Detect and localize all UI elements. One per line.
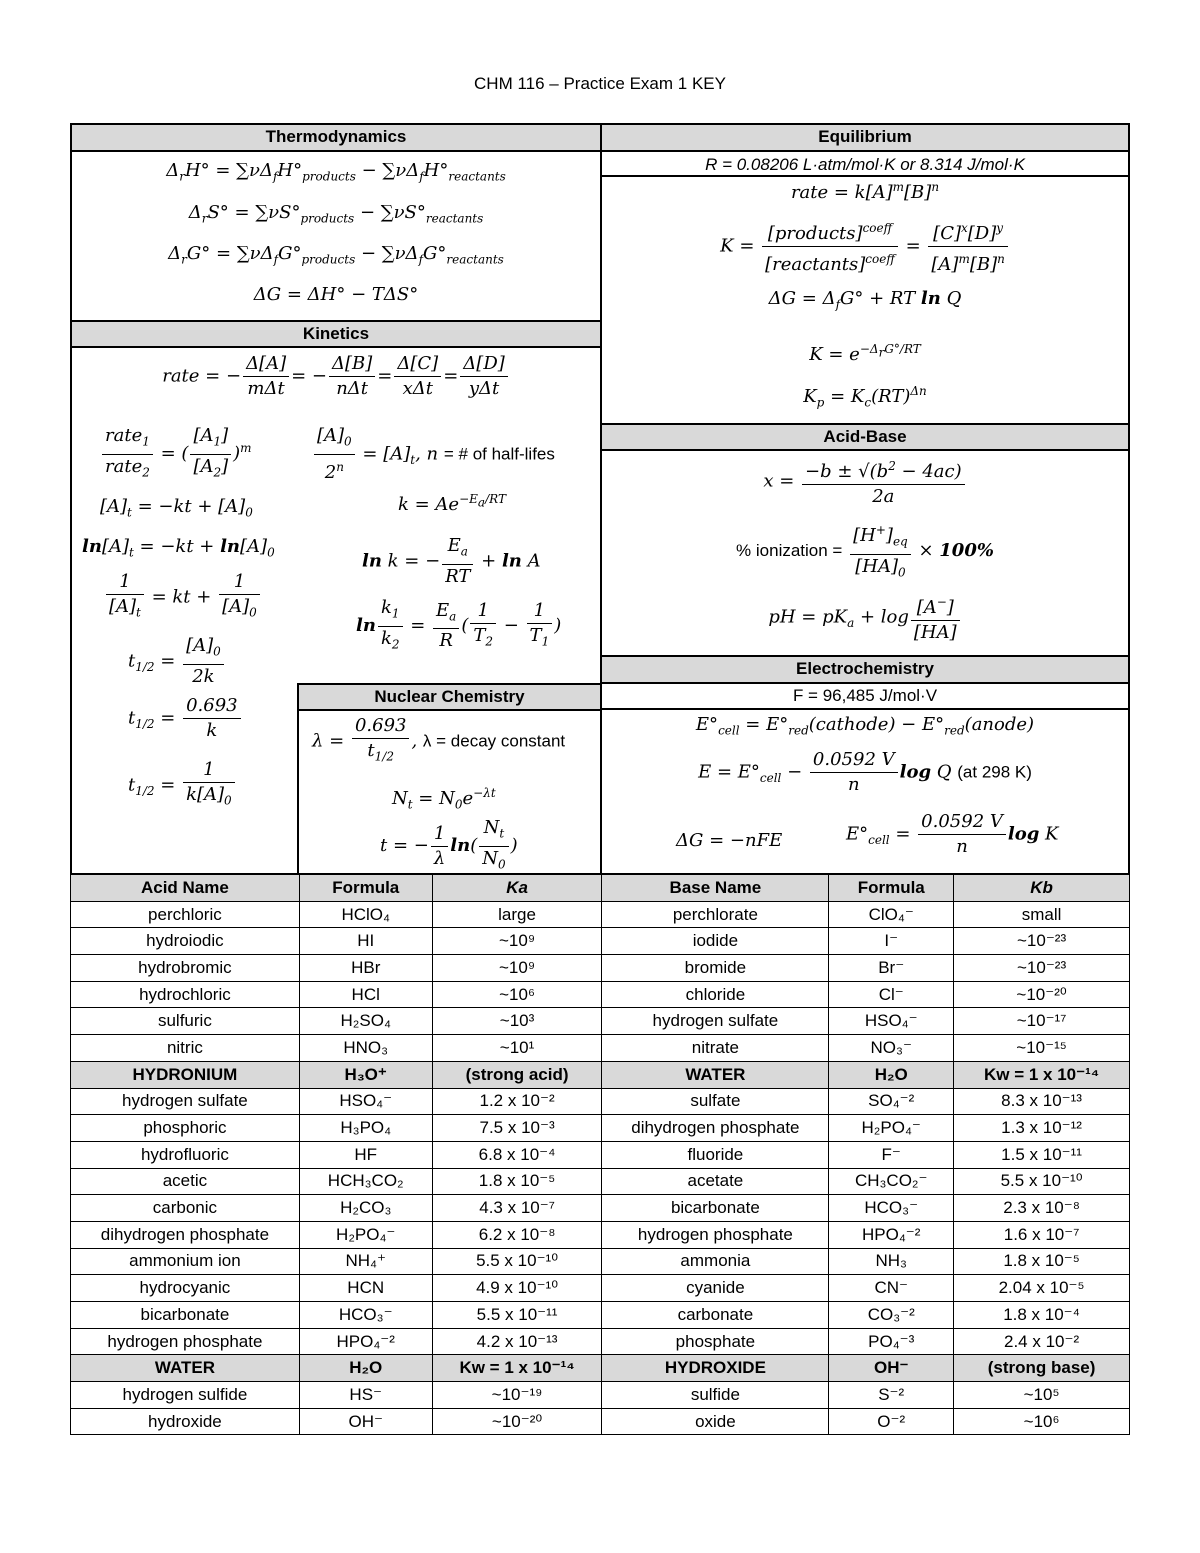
page-title: CHM 116 – Practice Exam 1 KEY [474,74,726,93]
cell-kb: 2.4 x 10⁻² [954,1328,1130,1355]
cell-kb: 1.8 x 10⁻⁵ [954,1248,1130,1275]
cell-kb: 1.6 x 10⁻⁷ [954,1221,1130,1248]
cell-acid-name: hydrogen sulfate [71,1088,300,1115]
thermo-formula-h: $\Delta_rH^\circ = \sum\nu\Delta_fH^\circ_{products} - \sum\nu\Delta_fH^\circ_{reactants}$ [166,160,506,184]
cell-acid-formula: H₂CO₃ [299,1195,432,1222]
kinetics-half-lifes: $\frac{[A]_0}{2^n}$ = $[A]_t$, n = # of half-lifes [312,424,555,485]
header-base-formula: Formula [829,875,954,902]
cell-base-name: bromide [602,955,829,982]
cell-ka: large [432,901,602,928]
gibbs-electro: ΔG = −nFE [676,830,783,851]
cell-acid-name: bicarbonate [71,1302,300,1329]
cell-base-name: WATER [602,1061,829,1088]
cell-acid-formula: NH₄⁺ [299,1248,432,1275]
table-row [71,1355,1130,1382]
table-row [71,1221,1130,1248]
equilibrium-kp-kc: $K_p = K_c(RT)^{\Delta n}$ [803,384,927,410]
cell-kb: ~10⁻²⁰ [954,981,1130,1008]
cell-ka: 4.9 x 10⁻¹⁰ [432,1275,602,1302]
cell-ka: ~10⁹ [432,928,602,955]
table-row [71,1035,1130,1062]
kinetics-rate-ratio: $\frac{rate_1}{rate_2}$ = ( $\frac{[A_1]}{[A_2]}$ )$^m$ [100,424,252,484]
cell-acid-name: hydroiodic [71,928,300,955]
cell-ka: ~10³ [432,1008,602,1035]
nuclear-time: t = − $\frac{1}{\lambda}$ ln( $\frac{N_t}{N_0}$ ) [380,817,518,872]
table-row [71,1328,1130,1355]
cell-ka: 5.5 x 10⁻¹¹ [432,1302,602,1329]
cell-base-name: chloride [602,981,829,1008]
cell-kb: small [954,901,1130,928]
cell-acid-name: sulfuric [71,1008,300,1035]
kinetics-half-life-first: $t_{1/2}$ = $\frac{0.693}{k}$ [128,694,243,743]
cell-acid-formula: HCN [299,1275,432,1302]
cell-base-formula: F⁻ [829,1141,954,1168]
cell-base-name: fluoride [602,1141,829,1168]
table-row [71,928,1130,955]
nuclear-decay-law: $N_t = N_0e^{-\lambda t}$ [392,786,496,812]
cell-acid-name: hydrobromic [71,955,300,982]
table-row [71,1008,1130,1035]
cell-ka: 6.8 x 10⁻⁴ [432,1141,602,1168]
cell-base-name: hydrogen phosphate [602,1221,829,1248]
header-base-name: Base Name [602,875,829,902]
cell-base-name: ammonia [602,1248,829,1275]
kinetics-first-order: $\ln[A]_t = -kt + \ln[A]_0$ [82,536,275,560]
cell-base-name: perchlorate [602,901,829,928]
cell-base-name: bicarbonate [602,1195,829,1222]
equilibrium-gibbs: $\Delta G = \Delta_fG^\circ$ + RT ln Q [768,288,962,312]
cell-kb: Kw = 1 x 10⁻¹⁴ [954,1061,1130,1088]
cell-base-name: dihydrogen phosphate [602,1115,829,1142]
cell-acid-name: dihydrogen phosphate [71,1221,300,1248]
electrochemistry-heading: Electrochemistry [602,657,1128,682]
cell-acid-formula: HCH₃CO₂ [299,1168,432,1195]
nernst-equation: $E = E^\circ_{cell}$ − $\frac{0.0592 V}{n}$ log Q (at 298 K) [698,749,1032,795]
cell-kb: (strong base) [954,1355,1130,1382]
cell-acid-formula: OH⁻ [299,1408,432,1435]
cell-base-name: cyanide [602,1275,829,1302]
cell-base-formula: H₂O [829,1061,954,1088]
cell-acid-name: phosphoric [71,1115,300,1142]
cell-base-name: nitrate [602,1035,829,1062]
cell-base-name: oxide [602,1408,829,1435]
cell-base-name: hydrogen sulfate [602,1008,829,1035]
thermo-formula-g: $\Delta_rG^\circ = \sum\nu\Delta_fG^\circ_{products} - \sum\nu\Delta_fG^\circ_{reactants}$ [168,243,504,267]
kinetics-arrhenius: $k = Ae^{-E_a/RT}$ [398,492,506,515]
cell-base-formula: O⁻² [829,1408,954,1435]
acid-base-table [70,874,1130,1435]
cell-ka: ~10⁶ [432,981,602,1008]
cell-kb: 5.5 x 10⁻¹⁰ [954,1168,1130,1195]
cell-acid-name: hydrofluoric [71,1141,300,1168]
cell-ka: 4.3 x 10⁻⁷ [432,1195,602,1222]
cell-base-name: acetate [602,1168,829,1195]
table-row [71,1408,1130,1435]
cell-base-formula: NO₃⁻ [829,1035,954,1062]
cell-ka: Kw = 1 x 10⁻¹⁴ [432,1355,602,1382]
cell-acid-name: nitric [71,1035,300,1062]
cell-acid-formula: H₂SO₄ [299,1008,432,1035]
cell-acid-name: hydrogen phosphate [71,1328,300,1355]
cell-base-formula: S⁻² [829,1382,954,1409]
cell-base-name: HYDROXIDE [602,1355,829,1382]
cell-base-formula: PO₄⁻³ [829,1328,954,1355]
table-row [71,1275,1130,1302]
cell-ka: 4.2 x 10⁻¹³ [432,1328,602,1355]
cell-base-formula: CH₃CO₂⁻ [829,1168,954,1195]
nuclear-heading: Nuclear Chemistry [299,685,600,709]
cell-kb: 8.3 x 10⁻¹³ [954,1088,1130,1115]
cell-acid-name: perchloric [71,901,300,928]
header-acid-name: Acid Name [71,875,300,902]
cell-acid-formula: HCO₃⁻ [299,1302,432,1329]
cell-base-name: sulfate [602,1088,829,1115]
percent-ionization: % ionization = $\frac{[H^+]_{eq}}{[HA]_0}$ × 100% [602,518,1128,584]
kinetics-second-order: $\frac{1}{[A]_t}$ = kt + $\frac{1}{[A]_0}$ [104,570,262,625]
kinetics-half-life-second: $t_{1/2}$ = $\frac{1}{k[A]_0}$ [128,758,237,813]
cell-ka: 1.2 x 10⁻² [432,1088,602,1115]
table-row [71,1195,1130,1222]
cell-kb: ~10⁻¹⁵ [954,1035,1130,1062]
cell-acid-formula: HBr [299,955,432,982]
cell-acid-name: HYDRONIUM [71,1061,300,1088]
cell-base-formula: ClO₄⁻ [829,901,954,928]
henderson-hasselbalch: pH = $pK_a + \log$ $\frac{[A^-]}{[HA]}$ [602,590,1128,645]
thermodynamics-heading: Thermodynamics [72,125,600,151]
cell-acid-formula: HI [299,928,432,955]
thermo-formula-gibbs: ΔG = ΔH° − TΔS° [253,284,419,305]
kinetics-zero-order: $[A]_t = -kt + [A]_0$ [100,496,253,520]
cell-base-formula: CN⁻ [829,1275,954,1302]
cell-ka: 6.2 x 10⁻⁸ [432,1221,602,1248]
thermo-formula-s: $\Delta_rS^\circ = \sum\nu S^\circ_{products} - \sum\nu S^\circ_{reactants}$ [188,202,484,226]
nuclear-decay-constant: λ = $\frac{0.693}{t_{1/2}}$ , λ = decay constant [312,715,566,764]
cell-kb: ~10⁻²³ [954,928,1130,955]
cell-acid-name: ammonium ion [71,1248,300,1275]
ecell-k: $E^\circ_{cell}$ = $\frac{0.0592 V}{n}$ log K [846,811,1059,857]
kinetics-two-point: ln $\frac{k_1}{k_2}$ = $\frac{E_a}{R}$ ( $\frac{1}{T_2}$ − $\frac{1}{T_1}$ ) [356,597,562,652]
cell-kb: ~10⁻¹⁷ [954,1008,1130,1035]
cell-base-formula: SO₄⁻² [829,1088,954,1115]
cell-potential: $E^\circ_{cell}$ = $E^\circ_{red}(cathode)$ − $E^\circ_{red}(anode)$ [695,714,1035,738]
table-row [71,1061,1130,1088]
table-row [71,1088,1130,1115]
cell-kb: ~10⁶ [954,1408,1130,1435]
cell-acid-name: hydrocyanic [71,1275,300,1302]
cell-ka: ~10⁹ [432,955,602,982]
cell-kb: ~10⁵ [954,1382,1130,1409]
cell-acid-formula: HClO₄ [299,901,432,928]
cell-acid-name: hydrochloric [71,981,300,1008]
table-row [71,1248,1130,1275]
cell-ka: ~10⁻²⁰ [432,1408,602,1435]
cell-base-formula: Br⁻ [829,955,954,982]
cell-kb: 1.5 x 10⁻¹¹ [954,1141,1130,1168]
table-row [71,1302,1130,1329]
cell-base-name: sulfide [602,1382,829,1409]
acid-base-heading: Acid-Base [602,425,1128,449]
cell-acid-name: acetic [71,1168,300,1195]
cell-acid-formula: HF [299,1141,432,1168]
table-row [71,1382,1130,1409]
cell-acid-formula: HCl [299,981,432,1008]
table-row [71,955,1130,982]
cell-acid-name: hydroxide [71,1408,300,1435]
cell-base-formula: CO₃⁻² [829,1302,954,1329]
table-row [71,1168,1130,1195]
cell-acid-formula: HNO₃ [299,1035,432,1062]
cell-kb: 2.3 x 10⁻⁸ [954,1195,1130,1222]
cell-ka: 5.5 x 10⁻¹⁰ [432,1248,602,1275]
kinetics-arrhenius-ln: ln k = − $\frac{E_a}{RT}$ + ln A [362,535,541,587]
equilibrium-k-from-g: $K = e^{-\Delta_rG^\circ/RT}$ [809,342,921,365]
faraday-constant: F = 96,485 J/mol·V [792,686,938,705]
cell-base-formula: Cl⁻ [829,981,954,1008]
cell-acid-formula: H₂O [299,1355,432,1382]
cell-acid-formula: HS⁻ [299,1382,432,1409]
cell-base-formula: OH⁻ [829,1355,954,1382]
cell-kb: 1.8 x 10⁻⁴ [954,1302,1130,1329]
cell-acid-name: WATER [71,1355,300,1382]
equilibrium-heading: Equilibrium [602,125,1128,151]
cell-base-formula: H₂PO₄⁻ [829,1115,954,1142]
cell-acid-name: hydrogen sulfide [71,1382,300,1409]
header-kb: Kb [954,875,1130,902]
cell-acid-name: carbonic [71,1195,300,1222]
cell-base-formula: I⁻ [829,928,954,955]
table-row [71,981,1130,1008]
gas-constant: R = 0.08206 L·atm/mol·K or 8.314 J/mol·K [705,155,1025,174]
kinetics-heading: Kinetics [72,322,600,346]
cell-ka: (strong acid) [432,1061,602,1088]
header-ka: Ka [432,875,602,902]
table-row [71,1141,1130,1168]
header-acid-formula: Formula [299,875,432,902]
cell-acid-formula: H₂PO₄⁻ [299,1221,432,1248]
cell-kb: 1.3 x 10⁻¹² [954,1115,1130,1142]
kinetics-half-life-zero: $t_{1/2}$ = $\frac{[A]_0}{2k}$ [128,634,226,689]
cell-ka: 7.5 x 10⁻³ [432,1115,602,1142]
cell-acid-formula: H₃O⁺ [299,1061,432,1088]
table-row [71,1115,1130,1142]
cell-base-formula: NH₃ [829,1248,954,1275]
cell-kb: 2.04 x 10⁻⁵ [954,1275,1130,1302]
cell-base-formula: HCO₃⁻ [829,1195,954,1222]
cell-acid-formula: HSO₄⁻ [299,1088,432,1115]
cell-ka: 1.8 x 10⁻⁵ [432,1168,602,1195]
cell-kb: ~10⁻²³ [954,955,1130,982]
cell-acid-formula: H₃PO₄ [299,1115,432,1142]
equilibrium-rate-law: rate = $k[A]^m[B]^n$ [790,180,940,203]
cell-base-name: carbonate [602,1302,829,1329]
cell-base-formula: HPO₄⁻² [829,1221,954,1248]
equilibrium-constant: K = $\frac{[products]^{coeff}}{[reactants]^{coeff}}$ = $\frac{[C]^x[D]^y}{[A]^m[B]^n}$ [602,216,1128,277]
table-row [71,901,1130,928]
cell-acid-formula: HPO₄⁻² [299,1328,432,1355]
cell-base-formula: HSO₄⁻ [829,1008,954,1035]
cell-ka: ~10⁻¹⁹ [432,1382,602,1409]
quadratic-formula: x = $\frac{-b \pm √(b^2 - 4ac)}{2a}$ [602,454,1128,509]
cell-base-name: iodide [602,928,829,955]
table-header-row [71,875,1130,902]
kinetics-rate-law: rate = − $\frac{\Delta[A]}{\text{mΔt}}$ = − $\frac{\Delta[B]}{\text{nΔt}}$ = $\frac{\Delta[C]}{\text{xΔt}}$ = $\frac{\Delta[D]}{\text{yΔt}}$ [72,352,600,401]
cell-base-name: phosphate [602,1328,829,1355]
cell-ka: ~10¹ [432,1035,602,1062]
